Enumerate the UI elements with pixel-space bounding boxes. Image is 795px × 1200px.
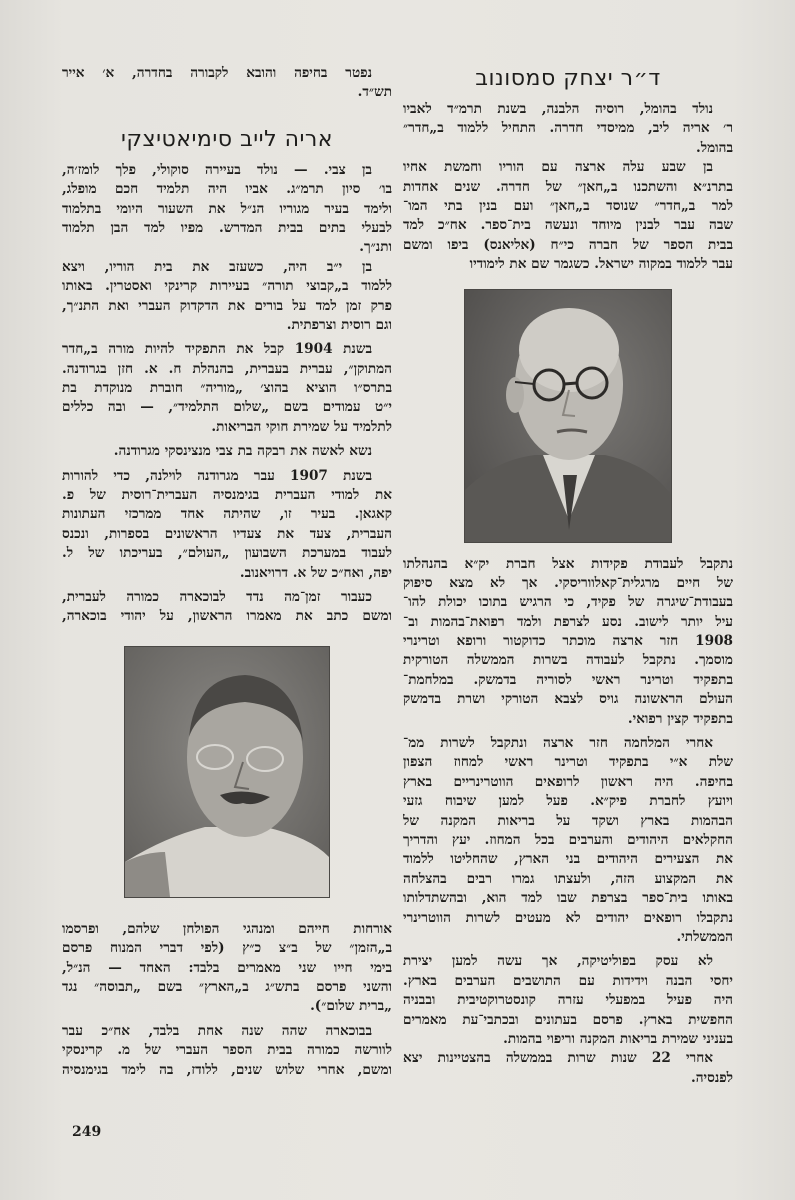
paragraph: [62, 64, 392, 103]
text-line: 1908 חזר ארצה מוכתר כדוקטור ורופא וטרינרי: [403, 633, 733, 650]
paragraph: [62, 467, 392, 583]
text-line: בשנת 1907 עבר מגרודנה לוילנה, כדי להורות: [62, 467, 372, 484]
text-line: בתפקיד וטרינר ראשי לסוריה בדמשק. במלחמת־: [403, 671, 733, 688]
text-line: אורחות חייהם ומנהגי הפולחן שלהם, ופרסמו: [62, 920, 392, 937]
text-line: בעבודת־שיגרה של פקיד, כי הרגיש בתוכו יכולת להו־: [403, 594, 733, 611]
text-line: שבה עבר לבנין מיוחד ונעשה בית־ספר. אח״כ למד: [403, 217, 733, 234]
text-line: באותו בית־ספר בצרפת שבו למד הוא, ובהשתדלותו: [403, 890, 733, 907]
text-line: בחיפה. היה ראשון לרופאים הווטרינריים בארץ: [403, 773, 733, 790]
paragraph: [403, 734, 733, 947]
text-line: עיל יותר לישוב. נסע לצרפת ולמד רפואת־בהמות וב־: [403, 613, 733, 630]
text-line: הבהמות בארץ ושקד על בריאות המקנה של: [403, 812, 733, 829]
text-line: בימי חייו שני מאמרים בלבד: האחד — הנ״ל,: [62, 959, 392, 976]
text-line: כעבור זמן־מה נדד לבוכארה כמורה לעברית,: [62, 588, 372, 605]
text-line: נתקבל לעבודת פקידות אצל חברת יק״א בהנהלתו: [403, 555, 733, 572]
text-line: פרק זמן למד על בורים את הדקדוק העברי ואת התנ״ך,: [62, 297, 392, 314]
text-line: בתפקיד קצין רפואי.: [627, 710, 733, 727]
text-line: לבעלי בתים בבית המדרש. מפיו למד הבן תלמוד: [62, 219, 392, 236]
text-line: אחרי המלחמה חזר ארצה ונתקבל לשרות ממ־: [403, 735, 713, 752]
text-line: לתלמיד על שמירת חוקי הבריאות.: [211, 418, 392, 435]
text-line: בן שבע עלה ארצה עם הוריו וחמשת אחיו: [403, 159, 713, 176]
text-line: בתרנ״א והשתכנו ב„חאן״ של חדרה. שנים אחדות: [403, 178, 733, 195]
paragraph: [62, 442, 392, 461]
text-line: קאגאן. בעיר זו, שהיתה אחד ממרכזי העתונות: [62, 506, 392, 523]
text-line: בבוכארה שהה שנה אחת בלבד, אח״כ עבר: [62, 1022, 372, 1039]
text-line: למר ב„חדר״ שנוסד ב„חאן״ ועם בנין בתי המו־: [403, 197, 733, 214]
text-line: והשני פרסם בתש״ג ב„הארץ״ בשם „תבוסה״ נגד: [62, 978, 392, 995]
text-line: יחסי הבנה וידידות עם התושבים הערבים בארץ.: [403, 972, 733, 989]
paragraph: [62, 258, 392, 336]
paragraph: [62, 588, 392, 627]
left-column: [62, 64, 392, 1080]
paragraph: [62, 340, 392, 437]
text-line: החקלאים היהודים והערבים בכל המחוז. יעץ והדריך: [403, 831, 733, 848]
paragraph: [62, 920, 392, 1017]
text-line: בבית הספר של חברה כי״ח (אליאנס) ביפו ומשם: [403, 236, 733, 253]
text-line: לפנסיה.: [690, 1069, 733, 1086]
text-line: נפטר בחיפה והובא לקבורה בחדרה, א׳ אייר: [62, 65, 372, 81]
text-line: שלת א״י בתפקיד וטרינר ראשי למחוז הצפון: [403, 754, 733, 771]
paragraph: [403, 1049, 733, 1088]
text-line: נתקבלו רופאים יהודים לא מעטים לשרות הווטרינרי: [403, 909, 733, 926]
text-line: „ברית שלום״).: [310, 998, 392, 1015]
article-title-simiatitzki: אריה לייב סימיאטיצקי: [121, 126, 333, 152]
portrait-samsonov-image: [465, 290, 671, 542]
text-line: את הצעירים היהודים בני הארץ, שהחליטו ללמוד: [403, 851, 733, 868]
text-line: מוסמך. נתקבל לעבודה בשרות הממשלה הטורקית: [403, 652, 733, 669]
text-line: בן י״ב היה, כשעזב את בית הוריו, ויצא: [62, 258, 372, 275]
text-line: אחרי 22 שנות שרות בממשלה בהצטיינות יצא: [403, 1050, 714, 1067]
paragraph: [62, 1022, 392, 1080]
text-line: עבר ללמוד במקוה ישראל. כשגמר שם את לימודיו: [469, 256, 733, 273]
text-line: את המקצוע הזה, ולעצתו גמרו רבים בהצלחה: [403, 870, 733, 887]
article-title-samsonov: ד״ר יצחק סמסונוב: [475, 66, 661, 91]
right-column: [403, 64, 733, 1088]
text-line: ר׳ אריה ליב, ממיסדי חדרה. התחיל ללמוד ב„חדר״: [403, 120, 733, 137]
text-line: החפשית בארץ. פרסם בעתונים ובכתבי־עת מאמרים: [403, 1011, 733, 1028]
text-line: נולד בהומל, רוסיה הלבנה, בשנת תרמ״ד לאביו: [403, 101, 713, 117]
text-line: ותנ״ך.: [359, 239, 392, 256]
text-line: בשנת 1904 קבל את התפקיד להיות מורה ב„חדר: [62, 341, 373, 358]
text-line: לעבוד במערכת השבועון „העולם״, בעריכתו של ל.: [62, 545, 392, 562]
text-line: של חיים מרגלית־קאלווריסקי. אך לא מצא סיפוק: [403, 574, 733, 591]
text-line: ולימד בעיר מגוריו הנ״ל את השעור היומי בתלמוד: [62, 200, 392, 217]
paragraph: [403, 952, 733, 1049]
text-line: י״ט עמודים בשם „שלום התלמיד״, — ובה כללים: [62, 399, 392, 416]
text-line: יפה, ואח״כ של א. דרויאנוב.: [239, 564, 392, 581]
portrait-simiatitzki-image: [125, 647, 329, 897]
text-line: ב„הזמן״ של ב״צ כ״ץ (לפי דברי המנוח פרסם: [62, 940, 392, 957]
page-number: 249: [72, 1124, 102, 1140]
text-line: בתרס״ו הוציא בהוצ׳ „מוריה״ חוברת מנוקדת בת: [62, 380, 392, 397]
text-line: תש״ד.: [357, 84, 392, 101]
text-line: בהומל.: [696, 139, 733, 156]
paragraph: [403, 555, 733, 730]
text-line: את למודי העברית בגימנסיה העברית־רוסית של פ.: [62, 487, 392, 504]
text-line: ויועץ לחברת פיק״א. פעל למען שיבוח גזעי: [403, 793, 733, 810]
portrait-photo-simiatitzki: [124, 646, 330, 898]
text-line: לוורשה כמורה בבית הספר העברי של מ. קרינסקי: [62, 1042, 392, 1059]
text-line: הממשלתי.: [676, 928, 733, 945]
text-line: העברית, צעד את צעדיו הראשונים בספרות, ונכנס: [62, 525, 392, 542]
text-line: המתוקן״, עברית בעברית, בהנהלת ח. א. חזן בגרודנה.: [62, 360, 392, 377]
text-line: ללמוד ב„קבוצי תורה״ בעיירות קרינקי ואסטרין. באותו: [62, 278, 392, 295]
text-line: היה פעיל במפעלי עזרה קונסטרוקטיבית ובבניה: [403, 992, 733, 1009]
text-line: נשא לאשה את רבקה בת צבי מנצינסקי מגרודנה.: [113, 443, 372, 460]
text-line: העולם הראשונה גויס לצבא הטורקי ושרת בדמשק: [403, 691, 733, 708]
text-line: בעניני שמירת בריאות המקנה וריפוי בהמות.: [503, 1030, 733, 1047]
portrait-photo-samsonov: [464, 289, 672, 543]
text-line: וגם רוסית וצרפתית.: [286, 316, 392, 333]
text-line: בן צבי. — נולד בעיירה סוקולי, פלך לומז׳ה,: [62, 161, 372, 178]
text-line: לא עסק בפוליטיקה, אך עשה למען יצירת: [403, 953, 713, 970]
paragraph: [403, 100, 733, 275]
text-line: ומשם, אחרי שלוש שנים, ללודז, בה לימד בגימנסיה: [62, 1061, 392, 1078]
paragraph: [62, 161, 392, 258]
text-line: בו׳ סיון תרמ״ג. אביו היה תלמיד חכם מופלג,: [62, 181, 392, 198]
text-line: ומשם כתב את מאמרו הראשון, על יהודי בוכארה,: [62, 608, 392, 625]
